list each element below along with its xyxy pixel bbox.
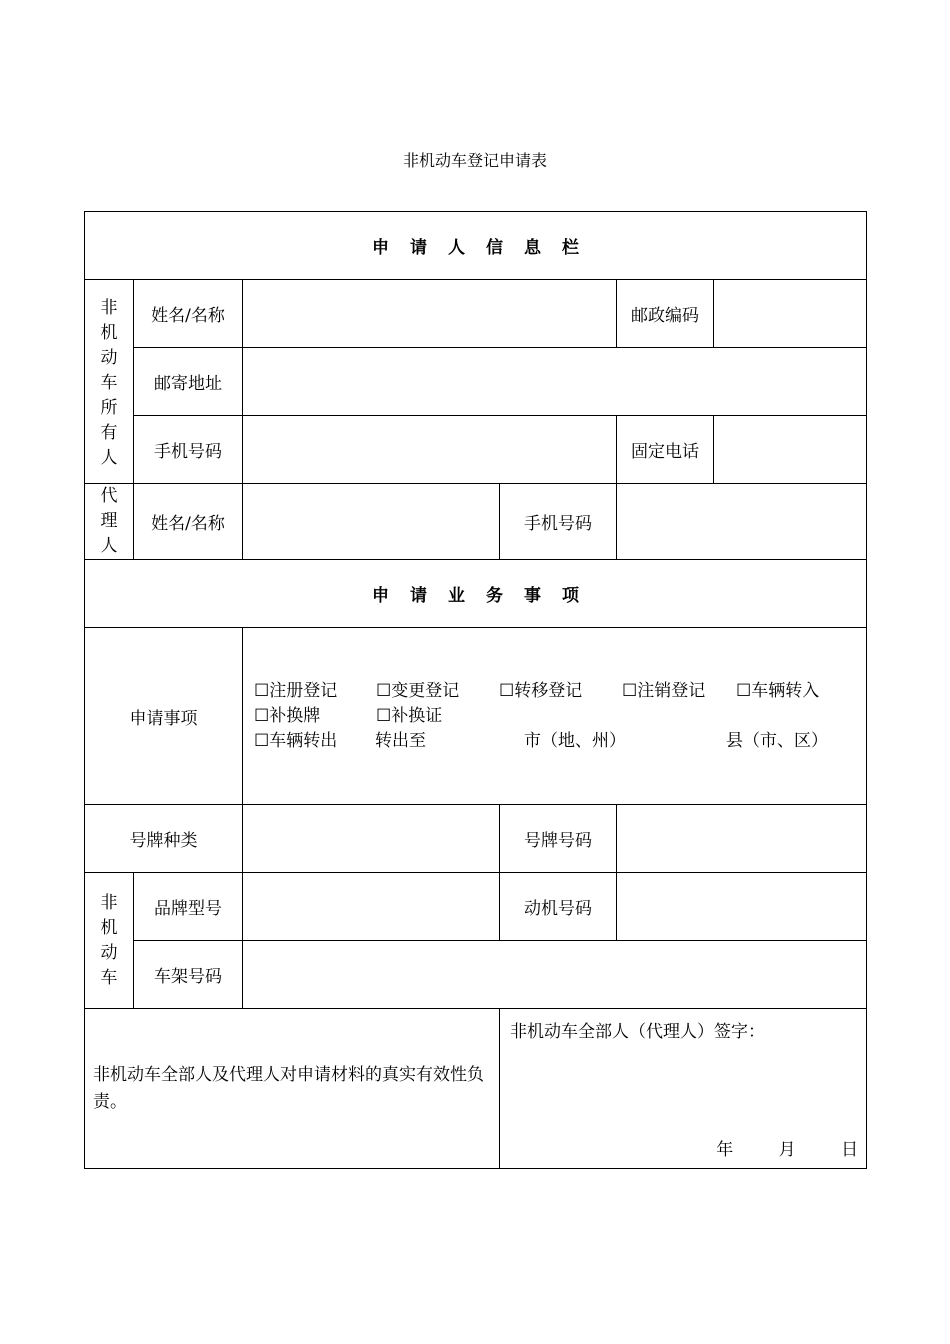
items-line-3 bbox=[254, 729, 866, 754]
agent-mobile-label: 手机号码 bbox=[500, 484, 617, 560]
date-year-label: 年 bbox=[716, 1140, 734, 1160]
date-month-label: 月 bbox=[778, 1140, 796, 1160]
business-section-header bbox=[85, 560, 867, 628]
items-line-2 bbox=[254, 704, 866, 729]
frame-number-field[interactable] bbox=[243, 941, 867, 1009]
postal-code-label: 邮政编码 bbox=[617, 280, 714, 348]
application-items-label: 申请事项 bbox=[85, 628, 243, 805]
option-replace-certificate[interactable]: ☐补换证 bbox=[376, 706, 443, 726]
owner-name-field[interactable] bbox=[243, 280, 617, 348]
owner-mobile-field[interactable] bbox=[243, 416, 617, 484]
owner-mobile-label: 手机号码 bbox=[134, 416, 243, 484]
date-day-label: 日 bbox=[841, 1140, 859, 1160]
items-line-1 bbox=[254, 679, 866, 704]
landline-field[interactable] bbox=[714, 416, 867, 484]
option-cancel[interactable]: ☐注销登记 bbox=[622, 681, 706, 701]
registration-form bbox=[84, 211, 867, 1169]
postal-code-field[interactable] bbox=[714, 280, 867, 348]
option-vehicle-in[interactable]: ☐车辆转入 bbox=[736, 681, 820, 701]
signature-label: 非机动车全部人（代理人）签字： bbox=[510, 1022, 765, 1042]
city-label: 市（地、州） bbox=[524, 731, 626, 751]
county-label: 县（市、区） bbox=[726, 731, 828, 751]
document-title: 非机动车登记申请表 bbox=[402, 151, 547, 170]
motor-number-label: 动机号码 bbox=[500, 873, 617, 941]
applicant-section-header-text: 申请人信息栏 bbox=[372, 238, 601, 258]
plate-type-field[interactable] bbox=[243, 805, 500, 873]
agent-mobile-field[interactable] bbox=[617, 484, 867, 560]
agent-name-label: 姓名/名称 bbox=[134, 484, 243, 560]
mailing-address-label: 邮寄地址 bbox=[134, 348, 243, 416]
plate-number-label: 号牌号码 bbox=[500, 805, 617, 873]
owner-name-label: 姓名/名称 bbox=[134, 280, 243, 348]
application-items-options bbox=[243, 628, 867, 805]
option-vehicle-out[interactable]: ☐车辆转出 bbox=[254, 731, 338, 751]
owner-group-label: 非 机 动 车 所 有 人 bbox=[85, 280, 134, 484]
transfer-to-label: 转出至 bbox=[375, 731, 426, 751]
plate-number-field[interactable] bbox=[617, 805, 867, 873]
option-replace-plate[interactable]: ☐补换牌 bbox=[254, 706, 321, 726]
brand-model-field[interactable] bbox=[243, 873, 500, 941]
option-register[interactable]: ☐注册登记 bbox=[254, 681, 338, 701]
signature-date bbox=[676, 1135, 858, 1160]
signature-area[interactable] bbox=[500, 1009, 867, 1169]
agent-group-label: 代 理 人 bbox=[85, 484, 134, 560]
brand-model-label: 品牌型号 bbox=[134, 873, 243, 941]
applicant-section-header bbox=[85, 212, 867, 280]
agent-name-field[interactable] bbox=[243, 484, 500, 560]
business-section-header-text: 申请业务事项 bbox=[372, 586, 601, 606]
landline-label: 固定电话 bbox=[617, 416, 714, 484]
declaration-text: 非机动车全部人及代理人对申请材料的真实有效性负责。 bbox=[85, 1009, 500, 1169]
option-change[interactable]: ☐变更登记 bbox=[376, 681, 460, 701]
option-transfer[interactable]: ☐转移登记 bbox=[499, 681, 583, 701]
plate-type-label: 号牌种类 bbox=[85, 805, 243, 873]
vehicle-group-label: 非 机 动 车 bbox=[85, 873, 134, 1009]
frame-number-label: 车架号码 bbox=[134, 941, 243, 1009]
mailing-address-field[interactable] bbox=[243, 348, 867, 416]
motor-number-field[interactable] bbox=[617, 873, 867, 941]
